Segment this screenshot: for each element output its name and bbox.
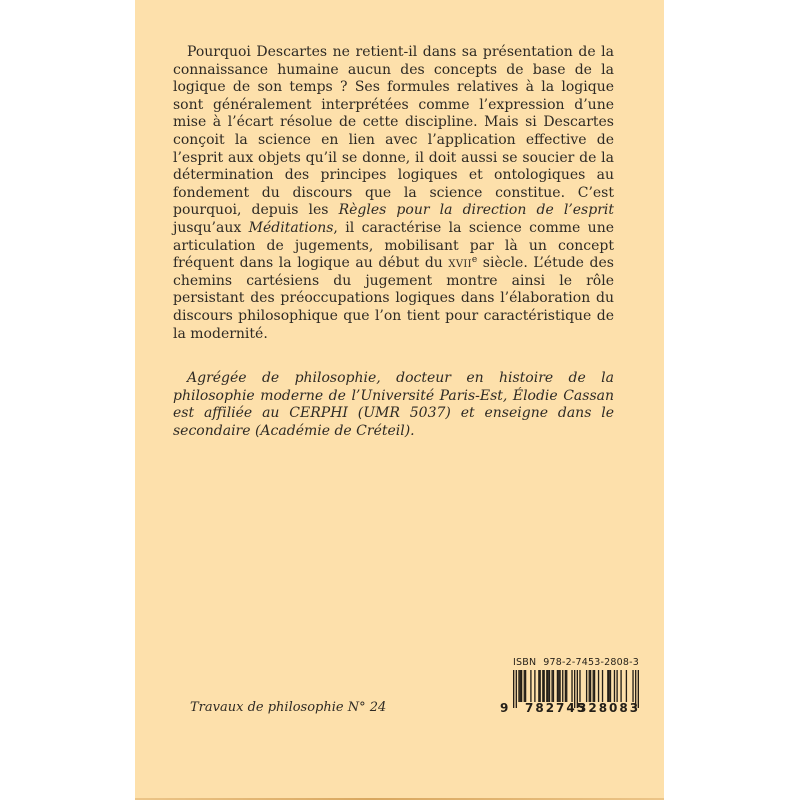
barcode-block [500, 657, 641, 715]
ean-digits [500, 701, 641, 715]
book-title-meditations: Méditations [248, 219, 334, 236]
author-bio: Agrégée de philosophie, docteur en histoire de la philosophie moderne de l’Université Paris-Est, Élodie Cassan est affiliée au CERPHI (UMR 5037) et enseigne dans le secondaire (Académie de Créteil). [173, 370, 614, 439]
isbn-line [513, 657, 639, 668]
century-smallcaps: xvii [448, 255, 472, 272]
ean-first-digit: 9 [500, 701, 509, 715]
back-cover-paragraph [173, 44, 614, 343]
isbn-label: ISBN [513, 657, 537, 668]
ean-right-digits: 328083 [578, 701, 641, 715]
paragraph-text-3: , il caractérise la science comme une articulation de jugements, mobilisant par là un concept fréquent dans la logique au début du [173, 219, 615, 272]
collection-label: Travaux de philosophie N° 24 [190, 700, 387, 715]
paragraph-text-2: jusqu’aux [173, 219, 249, 236]
isbn-value: 978-2-7453-2808-3 [543, 657, 639, 668]
book-title-regles: Règles pour la direction de l’esprit [338, 202, 614, 219]
ean-left-digits: 782745 [525, 701, 588, 715]
paragraph-text-4: siècle. L’étude des chemins cartésiens du jugement montre ainsi le rôle persistant des préoccupations logiques dans l’élaboration du discours philosophique que l’on tient pour caractéristique de la modernité. [173, 255, 614, 342]
century-superscript: e [471, 255, 478, 266]
paragraph-text-1: Pourquoi Descartes ne retient-il dans sa présentation de la connaissance humaine aucun des concepts de base de la logique de son temps ? Ses formules relatives à la logique sont généralement interprétées comme l’expression d’une mise à l’écart résolue de cette discipline. Mais si Descartes conçoit la science en lien avec l’application effective de l’esprit aux objets qu’il se donne, il doit aussi se soucier de la détermination des principes logiques et ontologiques au fondement du discours que la science constitue. C’est pourquoi, depuis les [173, 44, 614, 219]
book-back-cover [135, 0, 664, 800]
